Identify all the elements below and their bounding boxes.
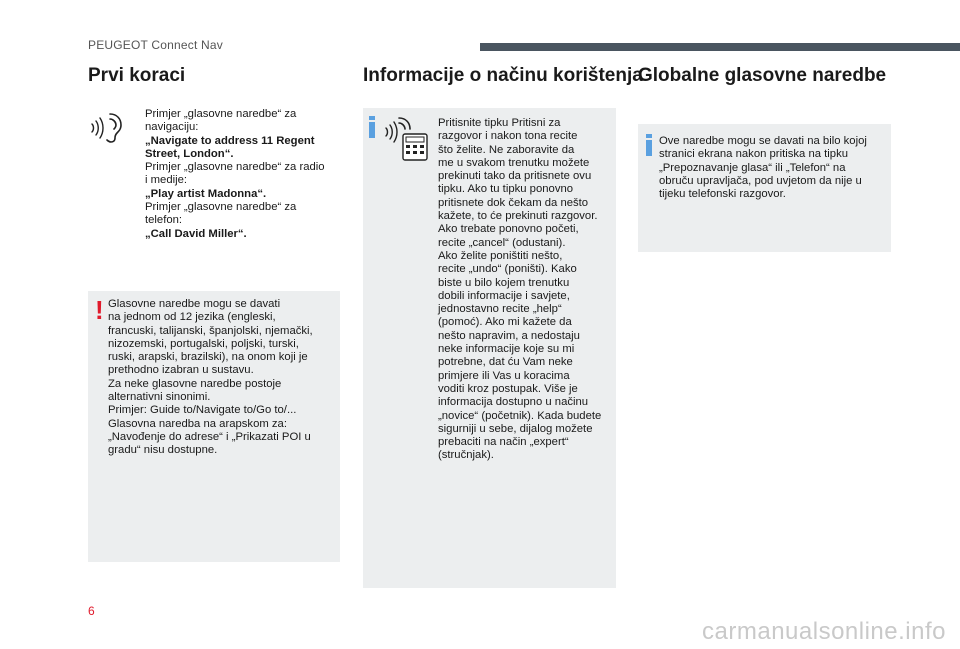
text-line: prekinuti tako da pritisnete ovu xyxy=(438,170,592,183)
voice-keypad-icon xyxy=(383,114,429,162)
section-title-informacije: Informacije o načinu korištenja xyxy=(363,65,643,86)
text-line: alternativni sinonimi. xyxy=(108,391,211,404)
text-line: Primjer „glasovne naredbe“ za radio xyxy=(145,161,325,174)
voice-command-icon xyxy=(88,110,126,144)
text-line: Primjer: Guide to/Navigate to/Go to/... xyxy=(108,404,297,417)
warning-exclamation-icon: ! xyxy=(95,295,104,325)
text-line: (pomoć). Ako mi kažete da xyxy=(438,316,572,329)
text-line: pritisnete dok čekam da nešto xyxy=(438,196,589,209)
warning-text xyxy=(108,298,340,458)
watermark: carmanualsonline.info xyxy=(702,618,946,645)
text-line: Za neke glasovne naredbe postoje xyxy=(108,377,282,390)
text-line: dobili informacije i savjete, xyxy=(438,289,570,302)
section-title-prvi-koraci: Prvi koraci xyxy=(88,65,186,86)
running-header: PEUGEOT Connect Nav xyxy=(88,38,223,52)
info-icon xyxy=(368,116,376,143)
text-line: kažete, to će prekinuti razgovor. xyxy=(438,210,598,223)
text-line: „Prepoznavanje glasa“ ili „Telefon“ na xyxy=(659,161,846,174)
text-line: neke informacije koje su mi xyxy=(438,343,575,356)
text-line: Glasovna naredba na arapskom za: xyxy=(108,417,287,430)
text-line: „Navođenje do adrese“ i „Prikazati POI u xyxy=(108,430,311,443)
text-line: nešto napravim, a nedostaju xyxy=(438,329,580,342)
text-line: „novice“ (početnik). Kada budete xyxy=(438,409,602,422)
text-line: Street, London“. xyxy=(145,147,234,160)
text-line: „Navigate to address 11 Regent xyxy=(145,134,315,147)
text-line: „Play artist Madonna“. xyxy=(145,187,267,200)
text-line: na jednom od 12 jezika (engleski, xyxy=(108,311,276,324)
section-title-globalne: Globalne glasovne naredbe xyxy=(638,65,887,86)
text-line: nizozemski, portugalski, poljski, turski, xyxy=(108,337,299,350)
text-line: telefon: xyxy=(145,214,183,227)
text-line: tipku. Ako tu tipku ponovno xyxy=(438,183,574,196)
text-line: Ove naredbe mogu se davati na bilo kojoj xyxy=(659,135,867,147)
text-line: navigaciju: xyxy=(145,121,199,134)
text-line: Ako trebate ponovno početi, xyxy=(438,223,579,236)
text-line: Primjer „glasovne naredbe“ za xyxy=(145,108,297,120)
text-line: recite „undo“ (poništi). Kako xyxy=(438,263,577,276)
page-number: 6 xyxy=(88,604,95,618)
usage-text xyxy=(438,117,616,463)
text-line: što želite. Ne zaboravite da xyxy=(438,143,575,156)
text-line: ruski, arapski, brazilski), na onom koji je xyxy=(108,351,308,364)
info-icon xyxy=(645,134,653,161)
voice-examples-text xyxy=(145,108,345,241)
text-line: tijeku telefonski razgovor. xyxy=(659,188,786,201)
global-commands-text xyxy=(659,135,885,201)
text-line: informacija dostupno u načinu xyxy=(438,396,589,409)
text-line: biste u bilo kojem trenutku xyxy=(438,276,570,289)
text-line: „Call David Miller“. xyxy=(145,227,247,240)
text-line: recite „cancel“ (odustani). xyxy=(438,236,566,249)
text-line: obruču upravljača, pod uvjetom da nije u xyxy=(659,174,862,187)
text-line: prethodno izabran u sustavu. xyxy=(108,364,254,377)
text-line: voditi kroz postupak. Više je xyxy=(438,382,578,395)
text-line: me u svakom trenutku možete xyxy=(438,156,590,169)
text-line: francuski, talijanski, španjolski, njemački, xyxy=(108,324,313,337)
text-line: sigurniji u sebe, dijalog možete xyxy=(438,422,593,435)
header-bar xyxy=(480,43,960,51)
text-line: prebaciti na način „expert“ xyxy=(438,436,569,449)
text-line: (stručnjak). xyxy=(438,449,494,462)
text-line: Pritisnite tipku Pritisni za xyxy=(438,117,561,129)
text-line: Ako želite poništiti nešto, xyxy=(438,249,563,262)
text-line: Primjer „glasovne naredbe“ za xyxy=(145,201,297,214)
text-line: primjere ili Vas u koracima xyxy=(438,369,570,382)
text-line: stranici ekrana nakon pritiska na tipku xyxy=(659,148,849,161)
text-line: jednostavno recite „help“ xyxy=(438,303,562,316)
text-line: razgovor i nakon tona recite xyxy=(438,130,578,143)
text-line: potrebne, dat ću Vam neke xyxy=(438,356,573,369)
text-line: i medije: xyxy=(145,174,188,187)
text-line: gradu“ nisu dostupne. xyxy=(108,444,218,457)
text-line: Glasovne naredbe mogu se davati xyxy=(108,298,281,310)
